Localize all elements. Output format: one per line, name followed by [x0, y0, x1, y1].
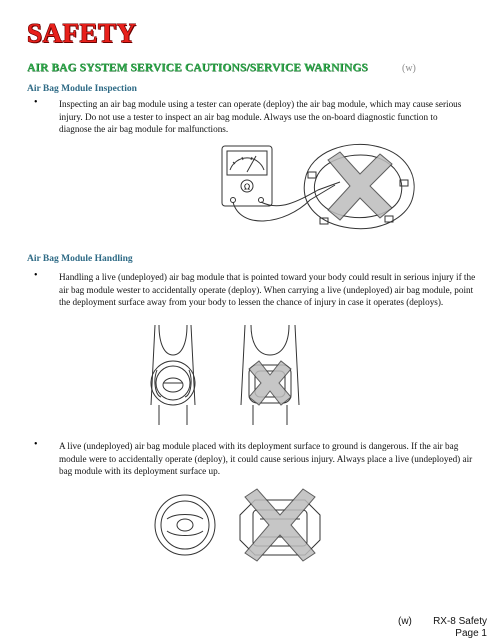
bullet-dot: • — [34, 270, 38, 281]
footer-tag: (w) — [398, 616, 412, 627]
paragraph-placement: A live (undeployed) air bag module placed with its deployment surface to ground is dangerous. If the air bag module were to accidentally operate (deploy), it could cause serious injury. Always place a live (undeployed) air bag module with its deployment surface up. — [59, 441, 473, 476]
heading-handling: Air Bag Module Handling — [27, 254, 133, 264]
carrying-illustration — [145, 325, 345, 425]
footer-doc: RX-8 Safety — [433, 616, 487, 627]
heading-inspection: Air Bag Module Inspection — [27, 84, 137, 94]
tester-illustration — [200, 140, 440, 240]
bullet-dot: • — [34, 97, 38, 108]
airbag-module-up — [155, 495, 215, 555]
section-subtitle: AIR BAG SYSTEM SERVICE CAUTIONS/SERVICE WARNINGS — [27, 62, 368, 74]
warning-tag: (w) — [402, 63, 416, 74]
ohm-symbol: Ω — [243, 182, 251, 192]
placement-illustration — [145, 485, 335, 565]
bullet-dot: • — [34, 439, 38, 450]
footer-page: Page 1 — [455, 628, 487, 639]
paragraph-handling: Handling a live (undeployed) air bag module that is pointed toward your body could result in serious injury if the air bag module wester to accidentally operate (deploy). When carrying a live (undeployed) air bag module, point the deployment surface away from your body to lessen the chance of injury in case it operates (deploys). — [59, 272, 476, 307]
tester-body — [222, 146, 272, 206]
page-title: SAFETY — [27, 18, 137, 48]
paragraph-inspection: Inspecting an air bag module using a tester can operate (deploy) the air bag module, which may cause serious injury. Do not use a tester to inspect an air bag module. Always use the on-board diagnostic function to diagnose the air bag module for malfunctions. — [59, 99, 462, 134]
prohibited-x-icon — [328, 152, 392, 220]
